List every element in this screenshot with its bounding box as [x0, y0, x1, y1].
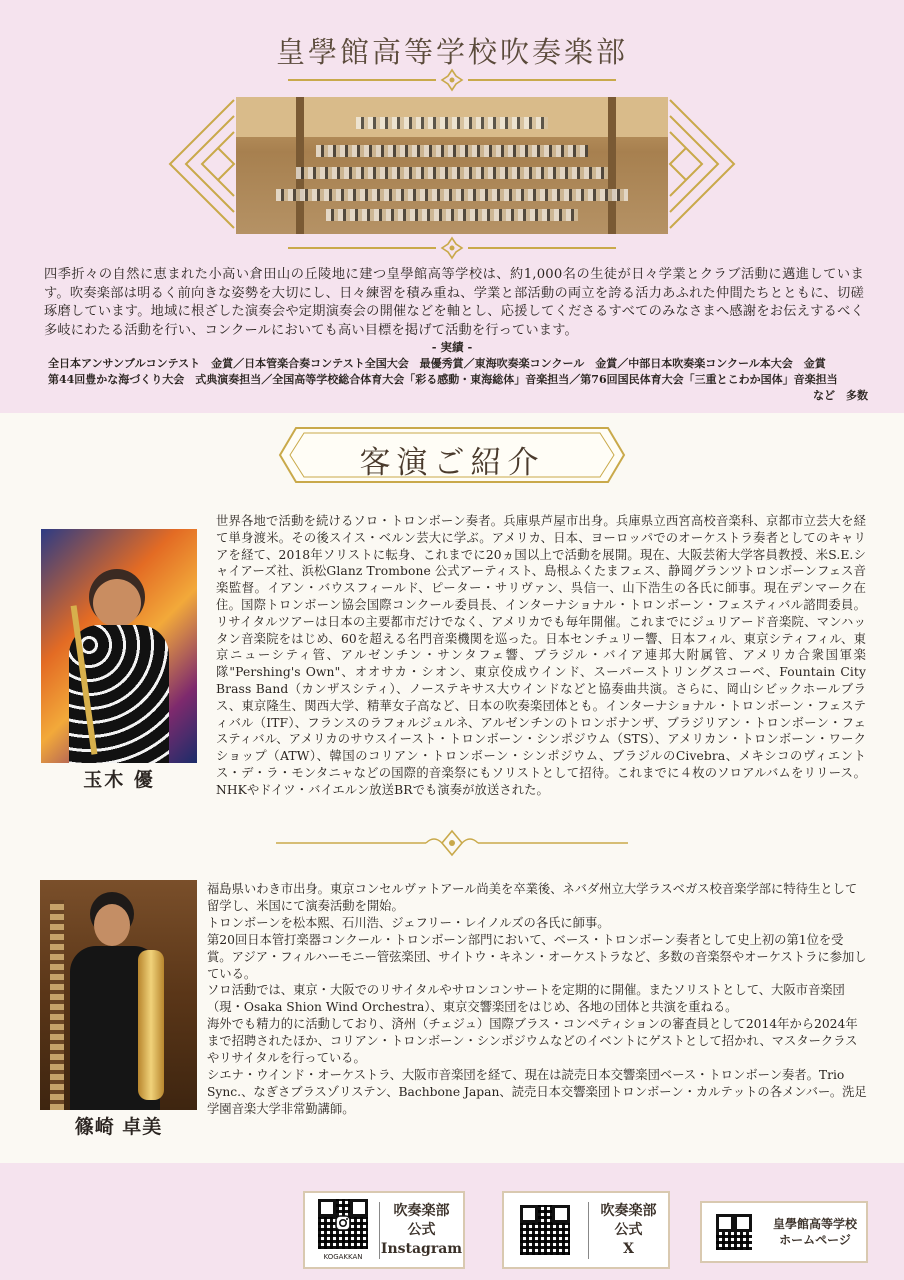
bio-paragraph: 第20回日本管打楽器コンクール・トロンボーン部門において、ベース・トロンボーン奏者として史上初の第1位を受賞。アジア・フィルハーモニー管弦楽団、サイトウ・キネン・オーケストラなど、多数の音楽祭やオーケストラに参加している。: [207, 932, 867, 981]
bio-paragraph: 海外でも精力的に活動しており、済州（チェジュ）国際ブラス・コンペティションの審査員として2014年から2024年まで招聘されたほか、コリアン・トロンボーン・シンポジウムなどのイベントにゲストとして招かれ、マスタークラスやリサイタルを行っている。: [207, 1017, 858, 1066]
qr-caption: KOGAKKAN: [323, 1253, 363, 1261]
guest-photo-tamaki: [41, 529, 197, 763]
card-label-line: 公式: [614, 1221, 643, 1238]
bio-paragraph: トロンボーンを松本熙、石川浩、ジェフリー・レイノルズの各氏に師事。: [207, 915, 610, 930]
page-title: 皇學館高等学校吹奏楽部: [275, 35, 628, 69]
guest-name: 篠崎 卓美: [74, 1116, 163, 1138]
ornament-icon: [440, 236, 464, 260]
homepage-link-card[interactable]: [700, 1201, 868, 1263]
bio-paragraph: 福島県いわき市出身。東京コンセルヴァトアール尚美を卒業後、ネバダ州立大学ラスベガス校音楽学部に特待生として留学し、米国にて演奏活動を開始。: [207, 882, 858, 913]
achievements-heading: - 実績 -: [431, 340, 473, 354]
bio-paragraph: シエナ・ウインド・オーケストラ、大阪市音楽団を経て、現在は読売日本交響楽団ベース・トロンボーン奏者。Trio Sync.、なぎさブラスゾリステン、Bachbone Japan、読売日本交響楽団トロンボーン・カルテットの各メンバー。洗足学園音楽大学非常勤講師。: [207, 1067, 867, 1116]
achievement-line: など 多数: [813, 389, 868, 402]
divider-right: [468, 79, 616, 81]
card-label-line: Instagram: [380, 1240, 463, 1257]
instagram-qr[interactable]: [313, 1195, 373, 1265]
band-photo: [236, 97, 668, 234]
card-label-line: X: [623, 1240, 634, 1257]
card-label-line: 吹奏楽部: [393, 1202, 450, 1219]
achievement-line: 全日本アンサンブルコンテスト 金賞／日本管楽合奏コンテスト全国大会 最優秀賞／東海吹奏楽コンクール 金賞／中部日本吹奏楽コンクール本大会 金賞: [48, 357, 826, 370]
card-label-line: 皇學館高等学校: [772, 1217, 857, 1231]
bio-paragraph: ソロ活動では、東京・大阪でのリサイタルやサロンコンサートを定期的に開催。またソリストとして、大阪市音楽団（現・Osaka Shion Wind Orchestra）、東京交響楽団をはじめ、各地の団体と共演を重ねる。: [207, 983, 845, 1015]
frame-ornament-left: [168, 98, 236, 230]
achievements-list: [48, 356, 868, 404]
achievement-line: 第44回豊かな海づくり大会 式典演奏担当／全国高等学校総合体育大会「彩る感動・東海総体」音楽担当／第76回国民体育大会「三重とこわか国体」音楽担当: [48, 373, 838, 386]
card-label-line: 吹奏楽部: [600, 1202, 657, 1219]
guest-name: 玉木 優: [83, 769, 155, 791]
guest-bio: [207, 881, 867, 1118]
ornament-icon: [440, 68, 464, 92]
divider-left-2: [288, 247, 436, 249]
x-link-card[interactable]: [502, 1191, 670, 1269]
guest-photo-shinozaki: [40, 880, 197, 1110]
guest-section-title: 客演ご紹介: [359, 445, 545, 481]
card-label: [379, 1202, 463, 1259]
divider-left: [288, 79, 436, 81]
club-introduction: 四季折々の自然に恵まれた小高い倉田山の丘陵地に建つ皇學館高等学校は、約1,000名の生徒が日々学業とクラブ活動に邁進しています。吹奏楽部は明るく前向きな姿勢を大切にし、日々練習を積み重ね、学業と部活動の両立を誇る活力あふれた仲間たちとともに、切磋琢磨しています。地域に根ざした演奏会や定期演奏会の開催などを軸とし、応援してくださるすべてのみなさまへ感謝をお伝えするべく多岐にわたる活動を行い、コンクールにおいても高い目標を掲げて活動を行っています。: [44, 267, 864, 338]
card-label-line: ホームページ: [779, 1233, 851, 1247]
instagram-icon: [335, 1215, 351, 1231]
card-label: [764, 1216, 866, 1248]
instagram-link-card[interactable]: [303, 1191, 465, 1269]
frame-ornament-right: [668, 98, 736, 230]
section-divider: [276, 829, 628, 857]
qr-code-icon[interactable]: [520, 1205, 570, 1255]
divider-right-2: [468, 247, 616, 249]
guest-bio: 世界各地で活動を続けるソロ・トロンボーン奏者。兵庫県芦屋市出身。兵庫県立西宮高校音楽科、京都市立芸大を経て単身渡米。その後スイス・ベルン芸大に学ぶ。アメリカ、日本、ヨーロッパでのオーケストラ奏者としてのキャリアを経て、2018年ソリストに転身、これまでに20ヵ国以上で活動を展開。現在、大阪芸術大学客員教授、米S.E.シャイアーズ社、浜松Glanz Trombone 公式アーティスト、島根ふくたまフェス、静岡グランツトロンボーンフェス音楽監督。イアン・バウスフィールド、ピーター・サリヴァン、呉信一、山下浩生の各氏に師事。現在デンマーク在住。国際トロンボーン協会国際コンクール委員長、インターナショナル・トロンボーン・フェスティバル諮問委員。リサイタルツアーは日本の主要都市だけでなく、アメリカでも毎年開催。これまでにジュリアード音楽院、マンハッタン音楽院をはじめ、60を超える名門音楽機関を巡った。日本センチュリー響、日本フィル、東京シティフィル、東京ニューシティ管、アルゼンチン・サンタフェ響、ブラジル・バイア連邦大附属管、アメリカ合衆国軍楽隊"Pershing's Own"、オオサカ・シオン、東京佼成ウインド、スーパーストリングスコーベ、Fountain City Brass Band（カンザスシティ）、ノーステキサス大ウインドなどと協奏曲共演。さらに、岡山シビックホールブラス、東京隆生、関西大学、精華女子高など、日本の吹奏楽団体とも。インターナショナル・トロンボーン・フェスティバル（ITF）、フランスのラフォルジュルネ、アルゼンチンのトロンボナンザ、ブラジリアン・トロンボーン・フェスティバル、アメリカのサウスイースト・トロンボーン・シンポジウム（STS）、アメリカン・トロンボーン・ワークショップ（ATW）、韓国のコリアン・トロンボーン・シンポジウム、ブラジルのCivebra、メキシコのヴィエントス・デ・ラ・モンタニャなどの国際的音楽祭にもソリストとして招待。これまでに４枚のソロアルバムをリリース。NHKやドイツ・バイエルン放送BRでも演奏が放送された。: [216, 514, 866, 797]
card-label: [588, 1202, 668, 1259]
card-label-line: 公式: [407, 1221, 436, 1238]
qr-code-icon[interactable]: [716, 1214, 752, 1250]
